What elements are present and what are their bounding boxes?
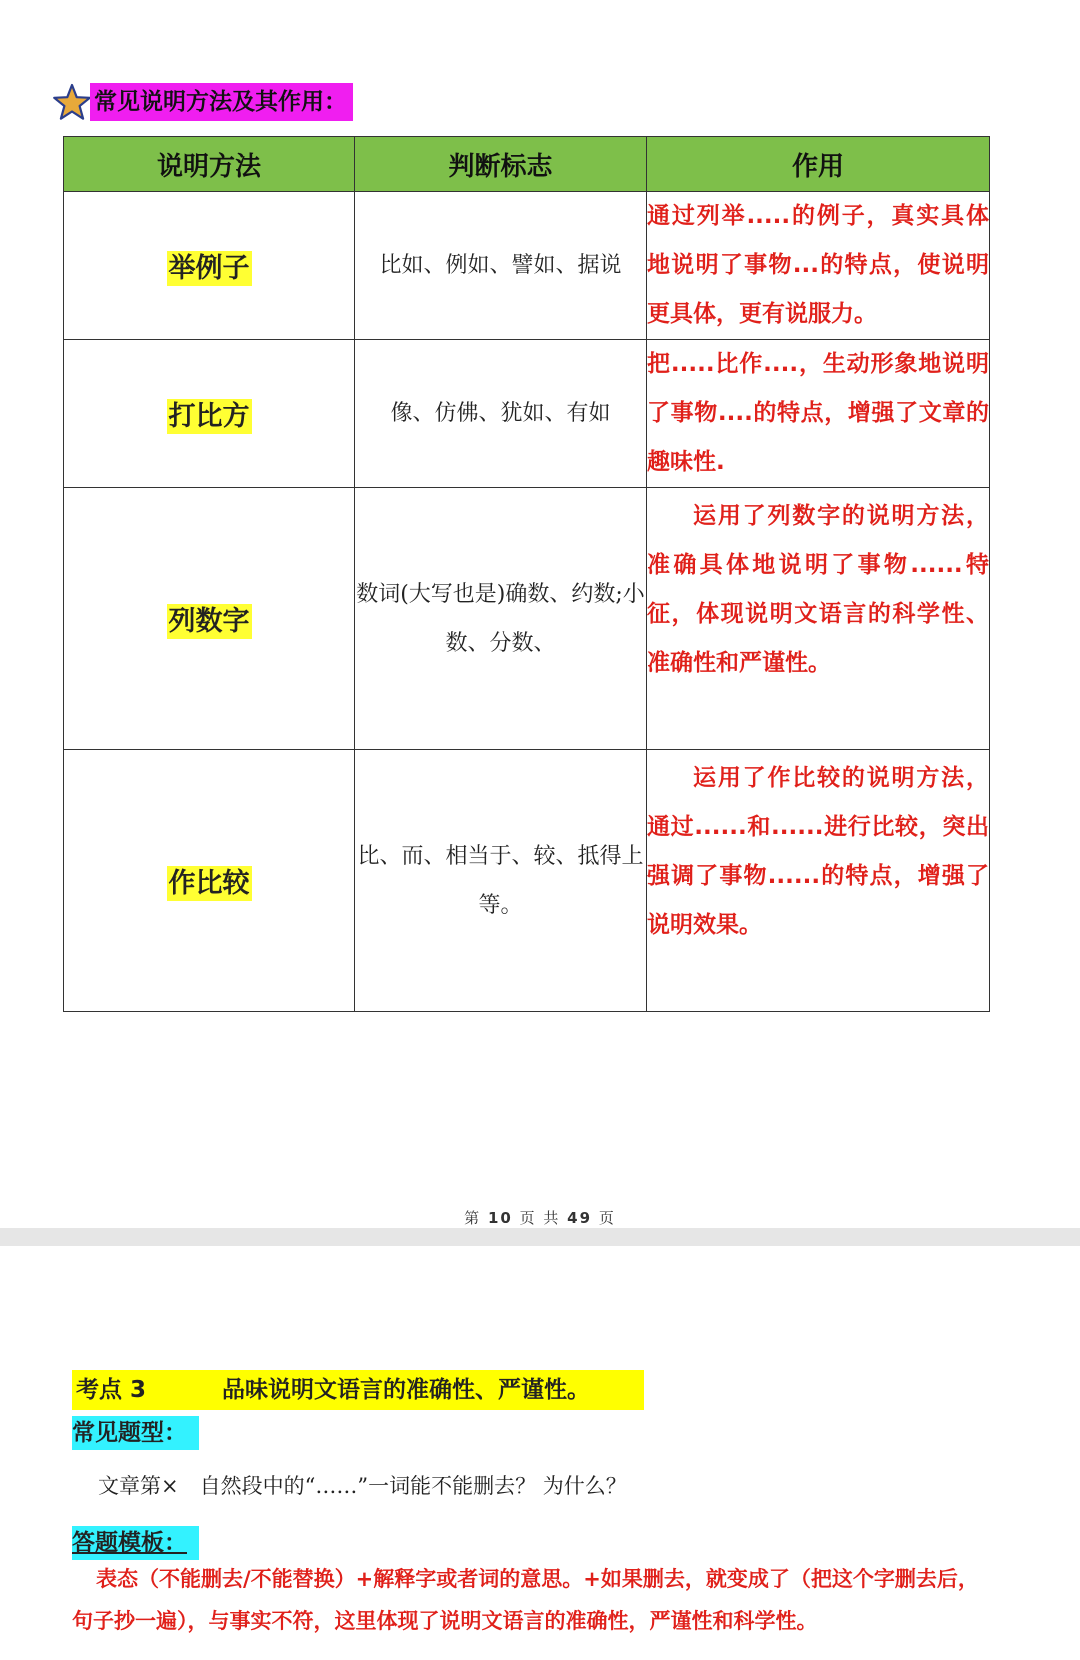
page-number-current: 10 <box>487 1209 513 1227</box>
table-row <box>64 488 990 750</box>
section-heading-text: 常见说明方法及其作用： <box>90 83 353 121</box>
star-icon <box>52 82 92 122</box>
kaodian-heading <box>72 1370 644 1410</box>
page-number <box>0 1207 1080 1228</box>
page-separator <box>0 1228 1080 1246</box>
answer-template-text <box>72 1558 1002 1642</box>
header-markers: 判断标志 <box>355 137 647 192</box>
method-name: 打比方 <box>168 401 250 432</box>
answer-line-1: 表态（不能删去/不能替换）+解释字或者词的意思。+如果删去，就变成了（把这个字删去后， <box>96 1567 979 1591</box>
method-cell <box>64 488 355 750</box>
markers-cell: 数词(大写也是)确数、约数;小数、分数、 <box>355 488 647 750</box>
page-number-suffix: 页 <box>598 1209 616 1227</box>
table-row <box>64 750 990 1012</box>
method-name: 列数字 <box>168 606 250 637</box>
method-cell <box>64 750 355 1012</box>
table-header-row <box>64 137 990 192</box>
methods-table <box>63 136 990 1012</box>
table-row <box>64 340 990 488</box>
effect-cell: 把.....比作....，生动形象地说明了事物....的特点，增强了文章的趣味性. <box>647 340 990 488</box>
question-text: 文章第× 自然段中的“……”一词能不能删去？ 为什么？ <box>98 1474 627 1498</box>
method-name: 作比较 <box>168 868 250 899</box>
answer-template-label: 答题模板： <box>72 1526 199 1560</box>
header-method: 说明方法 <box>64 137 355 192</box>
effect-cell: 运用了作比较的说明方法，通过......和......进行比较，突出强调了事物......的特点，增强了说明效果。 <box>647 750 990 1012</box>
effect-cell: 运用了列数字的说明方法，准确具体地说明了事物......特征，体现说明文语言的科学性、准确性和严谨性。 <box>647 488 990 750</box>
kaodian-title: 品味说明文语言的准确性、严谨性。 <box>222 1377 590 1403</box>
header-effect: 作用 <box>647 137 990 192</box>
method-cell <box>64 340 355 488</box>
kaodian-label: 考点 3 <box>76 1377 147 1403</box>
method-cell <box>64 192 355 340</box>
effect-cell: 通过列举.....的例子，真实具体地说明了事物...的特点，使说明更具体，更有说服力。 <box>647 192 990 340</box>
page-number-total: 49 <box>567 1209 593 1227</box>
page-number-prefix: 第 <box>464 1209 482 1227</box>
markers-cell: 比如、例如、譬如、据说 <box>355 192 647 340</box>
page-number-middle: 页 共 <box>519 1209 561 1227</box>
markers-cell: 比、而、相当于、较、抵得上等。 <box>355 750 647 1012</box>
answer-line-2: 句子抄一遍），与事实不符，这里体现了说明文语言的准确性，严谨性和科学性。 <box>72 1609 818 1633</box>
markers-cell: 像、仿佛、犹如、有如 <box>355 340 647 488</box>
question-types-label: 常见题型： <box>72 1416 199 1450</box>
method-name: 举例子 <box>168 253 250 284</box>
section-heading <box>52 82 353 122</box>
table-row <box>64 192 990 340</box>
